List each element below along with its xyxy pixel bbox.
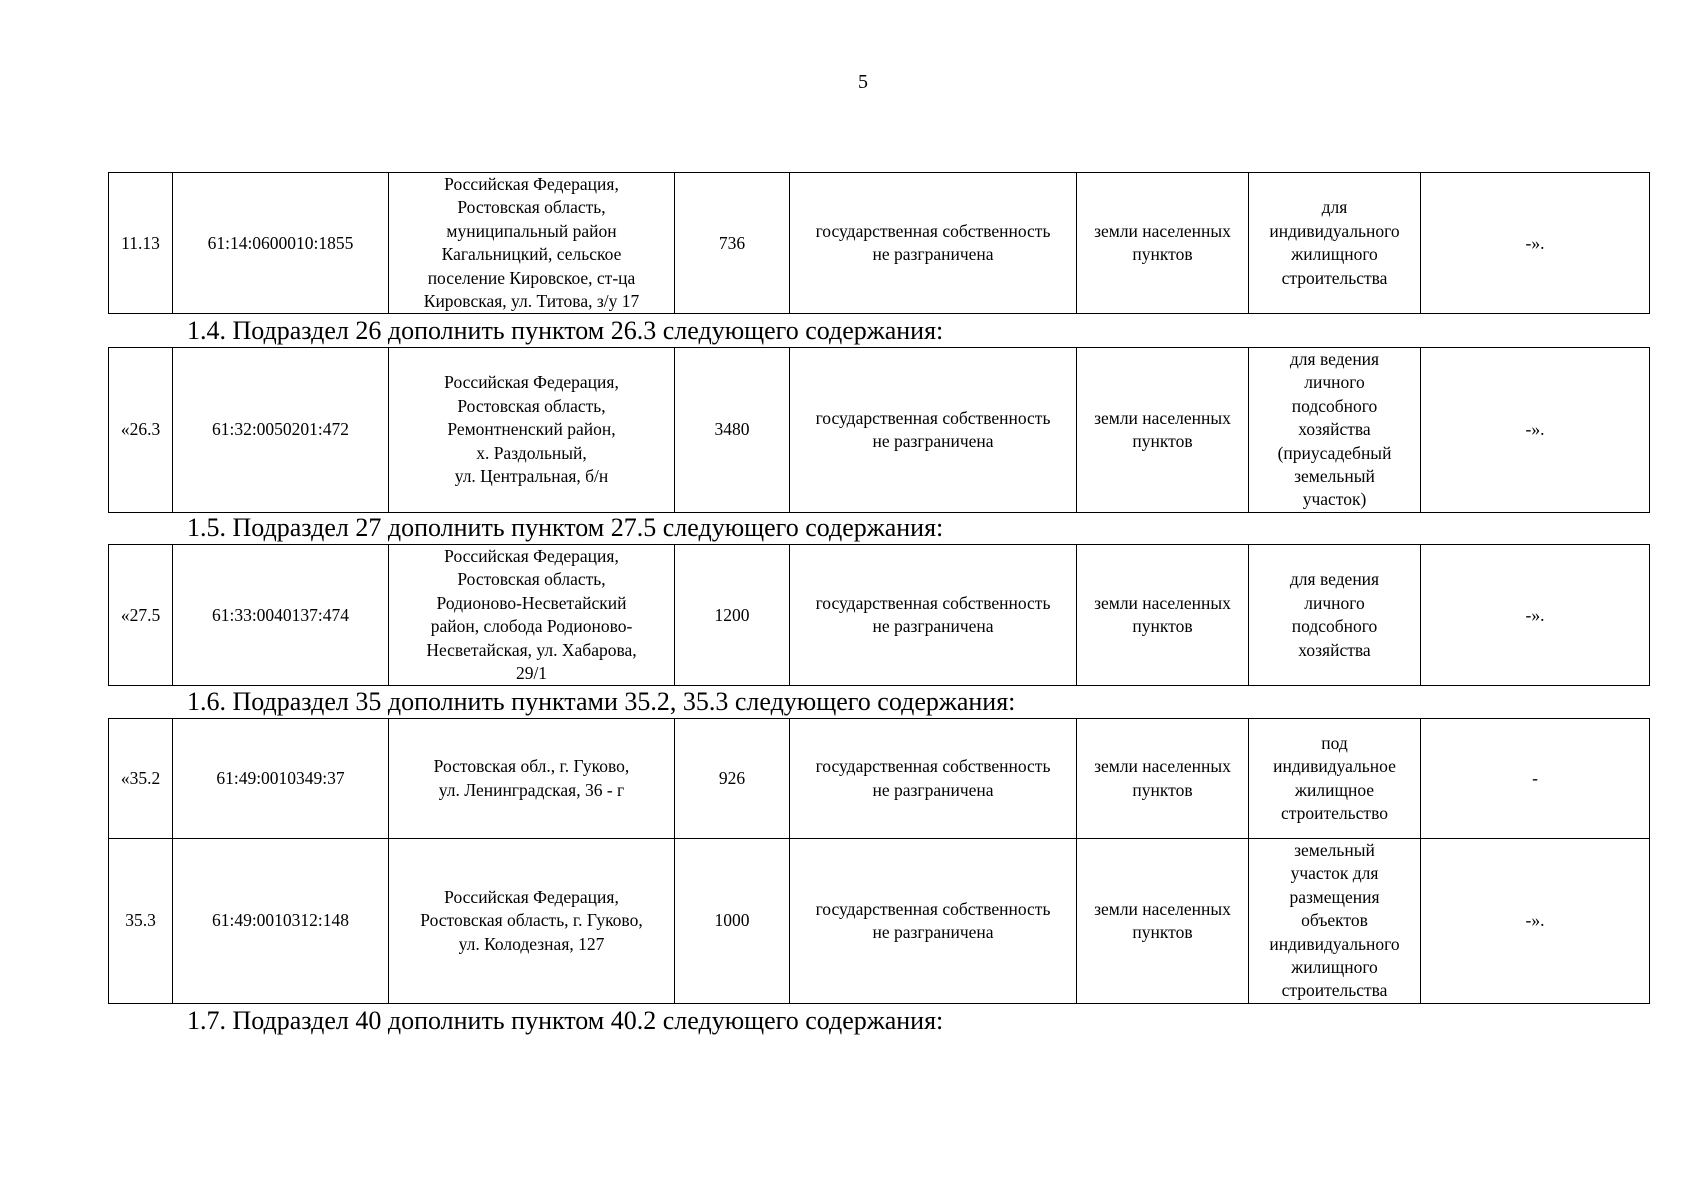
area: 1000 xyxy=(675,839,790,1004)
section-heading: 1.4. Подраздел 26 дополнить пунктом 26.3 следующего содержания: xyxy=(187,316,944,345)
permitted-use: земельный участок для размещения объектов индивидуального жилищного строительства xyxy=(1249,839,1421,1004)
table-row xyxy=(109,839,1650,1004)
item-number: 11.13 xyxy=(109,173,173,314)
land-table-2 xyxy=(108,347,1650,513)
area: 736 xyxy=(675,173,790,314)
item-number: 35.3 xyxy=(109,839,173,1004)
item-number: «26.3 xyxy=(109,348,173,513)
land-table-3 xyxy=(108,544,1650,686)
land-category: земли населенных пунктов xyxy=(1077,839,1249,1004)
cadastral-number: 61:32:0050201:472 xyxy=(173,348,389,513)
address: Ростовская обл., г. Гуково, ул. Ленинградская, 36 - г xyxy=(389,719,675,839)
note: -». xyxy=(1421,839,1650,1004)
cadastral-number: 61:49:0010312:148 xyxy=(173,839,389,1004)
permitted-use: для индивидуального жилищного строительства xyxy=(1249,173,1421,314)
area: 926 xyxy=(675,719,790,839)
permitted-use: для ведения личного подсобного хозяйства (приусадебный земельный участок) xyxy=(1249,348,1421,513)
ownership: государственная собственность не разграничена xyxy=(790,545,1077,686)
table-row xyxy=(109,348,1650,513)
cadastral-number: 61:49:0010349:37 xyxy=(173,719,389,839)
note: -». xyxy=(1421,348,1650,513)
item-number: «35.2 xyxy=(109,719,173,839)
land-table-1 xyxy=(108,172,1650,314)
table-row xyxy=(109,173,1650,314)
area: 1200 xyxy=(675,545,790,686)
permitted-use: под индивидуальное жилищное строительство xyxy=(1249,719,1421,839)
cadastral-number: 61:33:0040137:474 xyxy=(173,545,389,686)
note: - xyxy=(1421,719,1650,839)
address: Российская Федерация, Ростовская область, муниципальный район Кагальницкий, сельское поселение Кировское, ст-ца Кировская, ул. Титова, з/у 17 xyxy=(389,173,675,314)
page-number: 5 xyxy=(858,71,868,93)
cadastral-number: 61:14:0600010:1855 xyxy=(173,173,389,314)
section-heading: 1.7. Подраздел 40 дополнить пунктом 40.2 следующего содержания: xyxy=(187,1006,944,1035)
land-category: земли населенных пунктов xyxy=(1077,348,1249,513)
address: Российская Федерация, Ростовская область, Родионово-Несветайский район, слобода Родионово- Несветайская, ул. Хабарова, 29/1 xyxy=(389,545,675,686)
land-category: земли населенных пунктов xyxy=(1077,545,1249,686)
note: -». xyxy=(1421,545,1650,686)
land-table-4 xyxy=(108,718,1650,1004)
permitted-use: для ведения личного подсобного хозяйства xyxy=(1249,545,1421,686)
table-row xyxy=(109,545,1650,686)
land-category: земли населенных пунктов xyxy=(1077,719,1249,839)
ownership: государственная собственность не разграничена xyxy=(790,173,1077,314)
table-row xyxy=(109,719,1650,839)
note: -». xyxy=(1421,173,1650,314)
address: Российская Федерация, Ростовская область, г. Гуково, ул. Колодезная, 127 xyxy=(389,839,675,1004)
ownership: государственная собственность не разграничена xyxy=(790,839,1077,1004)
section-heading: 1.5. Подраздел 27 дополнить пунктом 27.5 следующего содержания: xyxy=(187,513,944,542)
land-category: земли населенных пунктов xyxy=(1077,173,1249,314)
ownership: государственная собственность не разграничена xyxy=(790,348,1077,513)
area: 3480 xyxy=(675,348,790,513)
item-number: «27.5 xyxy=(109,545,173,686)
address: Российская Федерация, Ростовская область, Ремонтненский район, х. Раздольный, ул. Центральная, б/н xyxy=(389,348,675,513)
section-heading: 1.6. Подраздел 35 дополнить пунктами 35.2, 35.3 следующего содержания: xyxy=(187,687,1016,716)
ownership: государственная собственность не разграничена xyxy=(790,719,1077,839)
